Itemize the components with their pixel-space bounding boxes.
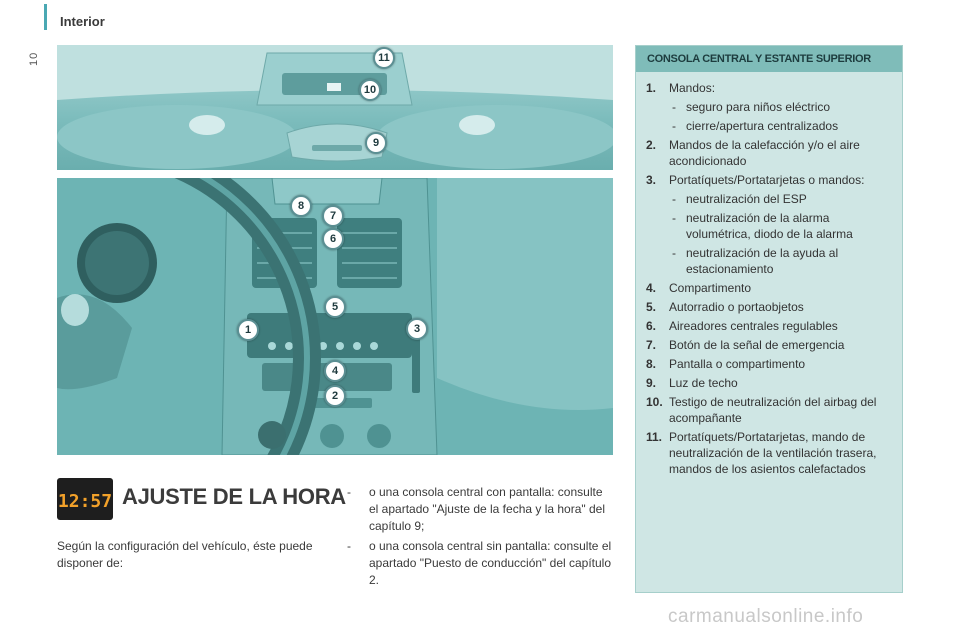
console-legend-panel [635, 45, 903, 593]
legend-item: 6. Aireadores centrales regulables [646, 319, 838, 333]
callout-5: 5 [324, 296, 346, 318]
legend-subitem: - neutralización de la ayuda al estacionamiento [672, 246, 839, 276]
page-number: 10 [28, 51, 40, 66]
section-accent-bar [44, 4, 47, 30]
clock-display-digits: 12:57 [57, 491, 113, 512]
time-option-1: - o una consola central con pantalla: consulte el apartado "Ajuste de la fecha y la hora" del capítulo 9; [347, 485, 606, 533]
roof-console-photo [57, 45, 613, 170]
console-legend-list [636, 72, 902, 477]
console-legend-title: CONSOLA CENTRAL Y ESTANTE SUPERIOR [636, 46, 902, 72]
legend-item: 1. Mandos: [646, 81, 716, 95]
callout-8: 8 [290, 195, 312, 217]
legend-subitem: - neutralización del ESP [672, 192, 807, 206]
time-setting-heading: AJUSTE DE LA HORA [122, 484, 346, 509]
callout-9: 9 [365, 132, 387, 154]
callout-10: 10 [359, 79, 381, 101]
clock-display-icon [57, 478, 113, 520]
site-watermark: carmanualsonline.info [668, 606, 864, 627]
legend-subitem: - cierre/apertura centralizados [672, 119, 839, 133]
legend-item: 9. Luz de techo [646, 376, 738, 390]
legend-subitem: - neutralización de la alarma volumétrica, diodo de la alarma [672, 211, 853, 241]
callout-4: 4 [324, 360, 346, 382]
roof-console-illustration [57, 45, 613, 170]
legend-item: 8. Pantalla o compartimento [646, 357, 806, 371]
dashboard-photo [57, 178, 613, 455]
photo-divider [57, 170, 613, 178]
legend-subitem: - seguro para niños eléctrico [672, 100, 831, 114]
callout-1: 1 [237, 319, 259, 341]
time-option-2: - o una consola central sin pantalla: consulte el apartado "Puesto de conducción" del capítulo 2. [347, 539, 612, 587]
callout-11: 11 [373, 47, 395, 69]
callout-3: 3 [406, 318, 428, 340]
legend-item: 7. Botón de la señal de emergencia [646, 338, 845, 352]
callout-6: 6 [322, 228, 344, 250]
callout-7: 7 [322, 205, 344, 227]
legend-item: 11. Portatíquets/Portatarjetas, mando de neutralización de la ventilación trasera, mandos de los asientos calefactados [646, 430, 877, 476]
legend-item: 10. Testigo de neutralización del airbag del acompañante [646, 395, 877, 425]
section-title: Interior [60, 14, 105, 29]
legend-item: 5. Autorradio o portaobjetos [646, 300, 804, 314]
time-setting-intro: Según la configuración del vehículo, éste puede disponer de: [57, 539, 313, 570]
legend-item: 3. Portatíquets/Portatarjetas o mandos: [646, 173, 865, 187]
legend-item: 4. Compartimento [646, 281, 752, 295]
legend-item: 2. Mandos de la calefacción y/o el aire acondicionado [646, 138, 860, 168]
callout-2: 2 [324, 385, 346, 407]
